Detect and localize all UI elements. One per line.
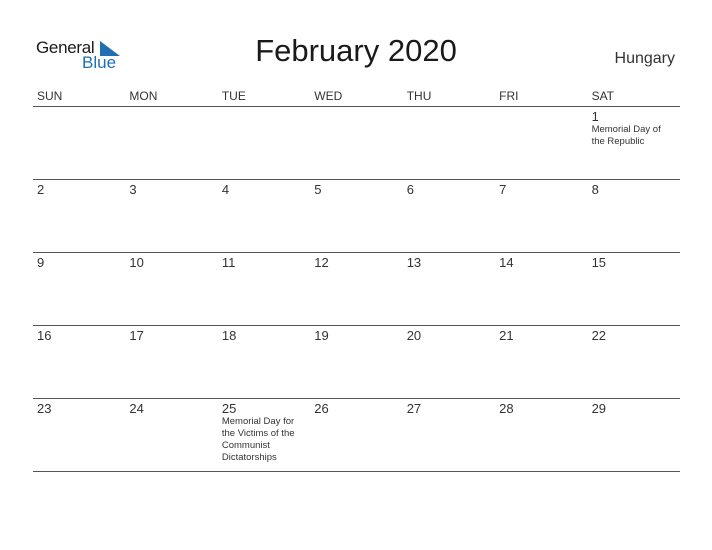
weekday-sun: SUN [37,89,63,103]
day-cell [588,180,680,252]
day-cell [33,180,125,252]
day-number: 2 [37,182,45,197]
weekday-sat: SAT [591,89,615,103]
day-cell [588,253,680,325]
weekday-mon: MON [129,89,158,103]
calendar-title: February 2020 [255,33,457,68]
day-cell [33,326,125,398]
week-row [33,326,680,399]
week-row [33,253,680,326]
day-cell [125,399,217,471]
day-number: 15 [591,255,607,270]
day-cell [310,399,402,471]
day-number: 7 [499,182,507,197]
day-number: 16 [37,328,52,343]
week-row [33,107,680,180]
holiday-label: Memorial Day for the Victims of the Communist Dictatorships [221,416,295,463]
day-number: 13 [406,255,422,270]
weeks-container [33,107,680,472]
weekday-thu: THU [406,89,432,103]
day-cell [218,399,310,471]
holiday-label: Memorial Day of the Republic [591,124,661,147]
logo-text-general: General [36,38,95,57]
day-number: 8 [591,182,599,197]
day-number: 23 [37,401,52,416]
day-number: 5 [314,182,322,197]
day-number: 28 [499,401,514,416]
day-number: 4 [221,182,230,197]
day-cell [310,326,402,398]
day-number: 1 [591,109,599,124]
day-number: 26 [314,401,329,416]
day-cell [403,180,495,252]
weekday-tue: TUE [221,89,246,103]
weekday-wed: WED [314,89,343,103]
day-cell [125,107,217,179]
day-cell [310,107,402,179]
day-cell [218,253,310,325]
day-cell [33,399,125,471]
day-number: 29 [591,401,607,416]
day-number: 3 [129,182,137,197]
day-cell [125,253,217,325]
day-number: 10 [129,255,144,270]
day-cell [125,326,217,398]
country-label: Hungary [614,50,675,67]
weekday-fri: FRI [499,89,519,103]
day-number: 9 [37,255,45,270]
day-cell [33,253,125,325]
day-number: 14 [499,255,514,270]
day-cell [403,326,495,398]
day-cell [403,253,495,325]
day-cell [403,399,495,471]
weekday-header [33,87,680,107]
day-number: 24 [129,401,144,416]
day-cell [218,180,310,252]
day-number: 22 [591,328,607,343]
day-number: 6 [406,182,414,197]
day-cell [310,180,402,252]
day-cell [218,326,310,398]
day-cell [588,107,680,179]
calendar-grid [33,87,680,472]
day-number: 18 [221,328,237,343]
week-row [33,180,680,253]
day-cell [33,107,125,179]
week-row [33,399,680,472]
day-cell [495,253,587,325]
day-cell [588,399,680,471]
day-number: 25 [221,401,237,416]
day-cell [403,107,495,179]
logo-text-blue: Blue [82,53,117,72]
day-cell [588,326,680,398]
day-number: 12 [314,255,329,270]
day-number: 19 [314,328,329,343]
day-cell [495,107,587,179]
day-cell [495,326,587,398]
day-cell [495,399,587,471]
day-cell [495,180,587,252]
day-cell [310,253,402,325]
day-number: 11 [221,255,236,270]
day-number: 17 [129,328,144,343]
day-cell [125,180,217,252]
day-number: 27 [406,401,422,416]
day-number: 20 [406,328,422,343]
day-number: 21 [499,328,514,343]
day-cell [218,107,310,179]
